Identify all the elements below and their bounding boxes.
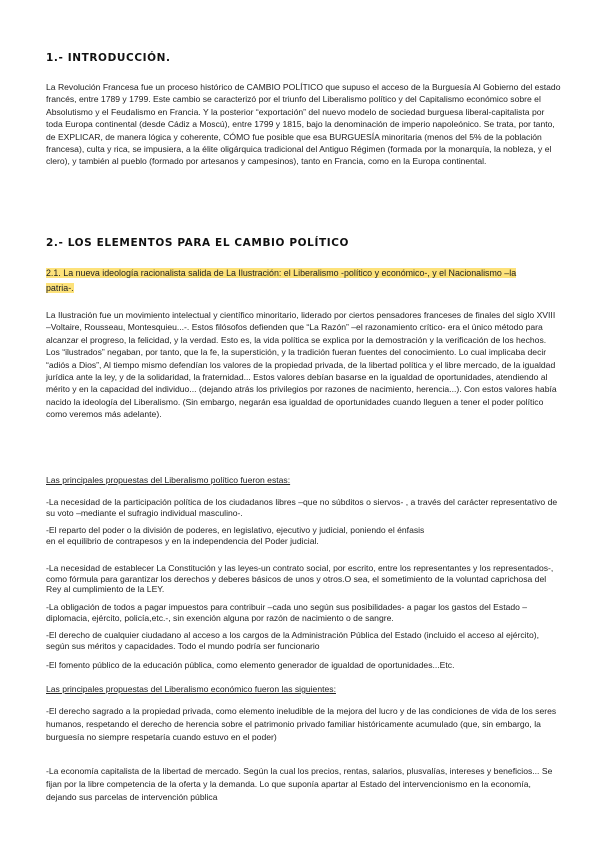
- political-item-5: -El derecho de cualquier ciudadano al acceso a los cargos de la Administración Pública del Estado (incluido el acceso al ejército), según sus méritos y capacidades. Todo el mundo podría ser funcionario: [46, 630, 539, 651]
- section-1-body: La Revolución Francesa fue un proceso histórico de CAMBIO POLÍTICO que supuso el acceso de la Burguesía Al Gobierno del estado francés, entre 1789 y 1799. Este cambio se caracterizó por el triunfo del Liberalismo político y del Capitalismo económico sobre el Absolutismo y el Feudalismo en Francia. Y la posterior “exportación” del nuevo modelo de sociedad burguesa liberal-capitalista por toda Europa continental (desde Cádiz a Moscú), entre 1799 y 1815, bajo la denominación de imperio napoleónico. Se trata, por tanto, de EXPLICAR, de manera lógica y coherente, CÓMO fue posible que esa BURGUESÍA minoritaria (menos del 5% de la población francesa), culta y rica, se impusiera, a la élite oligárquica tradicional del Antiguo Régimen (formada por la monarquía, la nobleza, y el clero), y también al pueblo (formado por artesanos y campesinos), tanto en Francia, como en la Europa continental.: [46, 82, 561, 167]
- political-item-2: -El reparto del poder o la división de poderes, en legislativo, ejecutivo y judicial, poniendo el énfasis en el equilibrio de contrapesos y en la independencia del Poder judicial.: [46, 525, 425, 546]
- section-2-title: 2.- LOS ELEMENTOS PARA EL CAMBIO POLÍTICO: [46, 237, 350, 249]
- highlighted-subtitle: 2.1. La nueva ideología racionalista salida de La Ilustración: el Liberalismo -político y económico-, y el Nacionalismo –la patria-.: [46, 268, 517, 294]
- section-2-1-subtitle: [46, 266, 536, 296]
- section-2-1-body: La Ilustración fue un movimiento intelectual y científico minoritario, liderado por ciertos pensadores franceses de finales del siglo XVIII –Voltaire, Rousseau, Montesquieu...-. Estos filósofos defienden que “La Razón” –el razonamiento crítico- era el único método para alcanzar el progreso, la felicidad, y la verdad. Esto es, la vida política se explica por la demostración y la verificación de los hechos. Los “ilustrados” negaban, por tanto, que la fe, la superstición, y la tradición fueran fuentes del conocimiento. Lo cual implicaba decir “adiós a Dios”, Al tiempo mismo defendían los valores de la propiedad privada, de la libertad política y el libre mercado, de la igualdad jurídica ante la ley, y de la solidaridad, la fraternidad... Estos valores debían basarse en la igualdad de oportunidades, atendiendo al mérito y en la capacidad del individuo... (dejando atrás los privilegios por razones de nacimiento, herencia...). Con estos valores había nacido la ideología del Liberalismo. (Sin embargo, negarán esa igualdad de oportunidades cuando lleguen a tener el poder político como veremos más adelante).: [46, 310, 557, 420]
- political-item-1: -La necesidad de la participación política de los ciudadanos libres –que no súbditos o siervos- , a través del carácter representativo de su voto –mediante el sufragio individual masculino-.: [46, 497, 558, 519]
- economic-item-1: -El derecho sagrado a la propiedad privada, como elemento ineludible de la mejora del lucro y de las condiciones de vida de los seres humanos, respetando el derecho de herencia sobre el patrimonio privado familiar históricamente acumulado (que, sin embargo, la burguesía no siempre respetaría cuando estuvo en el poder): [46, 706, 557, 742]
- political-item-3: -La necesidad de establecer La Constitución y las leyes-un contrato social, por escrito, entre los representantes y los representados-, como fórmula para garantizar los derechos y deberes básicos de unos y otros.O sea, el sometimiento de la voluntad caprichosa del Rey al cumplimiento de la LEY.: [46, 563, 554, 595]
- economic-proposals-heading: Las principales propuestas del Liberalismo económico fueron las siguientes:: [46, 684, 336, 694]
- political-item-6: -El fomento público de la educación pública, como elemento generador de igualdad de oportunidades...Etc.: [46, 660, 455, 670]
- political-proposals-heading: Las principales propuestas del Liberalismo político fueron estas:: [46, 475, 291, 485]
- economic-item-2: -La economía capitalista de la libertad de mercado. Según la cual los precios, rentas, salarios, plusvalías, intereses y beneficios... Se fijan por la libre competencia de la oferta y la demanda. Lo que suponía apartar al Estado del intervencionismo en la economía, dejando sus parcelas de intervención pública: [46, 766, 553, 802]
- section-1-title: 1.- INTRODUCCIÓN.: [46, 52, 171, 64]
- political-item-4: -La obligación de todos a pagar impuestos para contribuir –cada uno según sus posibilidades- a pagar los gastos del Estado –diplomacia, ejército, policía,etc.-, sin exención alguna por razón de nacimiento o de sangre.: [46, 602, 528, 623]
